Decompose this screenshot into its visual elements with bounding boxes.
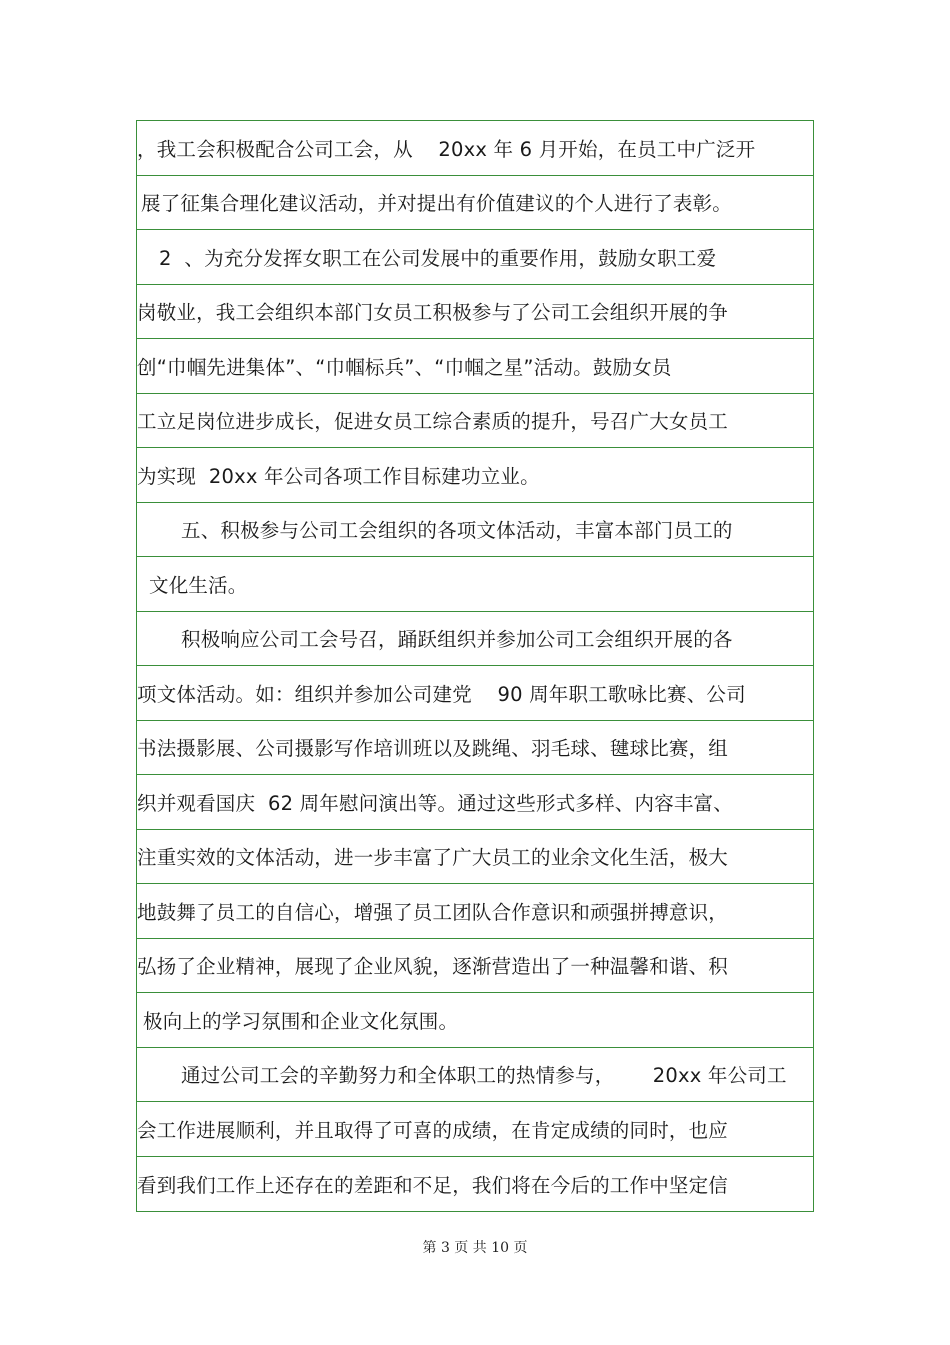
text-line: [137, 830, 813, 885]
text-line-content: 展了征集合理化建议活动，并对提出有价值建议的个人进行了表彰。: [141, 192, 733, 216]
text-line-content: 地鼓舞了员工的自信心，增强了员工团队合作意识和顽强拼搏意识，: [137, 900, 729, 924]
text-line-content: 创“巾帼先进集体”、“巾帼标兵”、“巾帼之星”活动。鼓励女员: [137, 355, 672, 379]
text-line-content: 书法摄影展、公司摄影写作培训班以及跳绳、羽毛球、毽球比赛，组: [137, 737, 729, 761]
text-line-content: 织并观看国庆 62 周年慰问演出等。通过这些形式多样、内容丰富、: [137, 791, 734, 815]
text-line: [137, 121, 813, 176]
text-line-content: 看到我们工作上还存在的差距和不足，我们将在今后的工作中坚定信: [137, 1173, 729, 1197]
text-line-content: 会工作进展顺利，并且取得了可喜的成绩，在肯定成绩的同时，也应: [137, 1118, 729, 1142]
text-line: [137, 993, 813, 1048]
page-number-footer: 第 3 页 共 10 页: [422, 1240, 528, 1256]
text-line: [137, 448, 813, 503]
text-line: [137, 775, 813, 830]
text-line-content: 五、积极参与公司工会组织的各项文体活动，丰富本部门员工的: [181, 519, 733, 543]
text-line-content: 为实现 20xx 年公司各项工作目标建功立业。: [137, 464, 540, 488]
text-line: [137, 939, 813, 994]
text-line-content: 积极响应公司工会号召，踊跃组织并参加公司工会组织开展的各: [181, 628, 733, 652]
text-line: [137, 230, 813, 285]
text-line-content: 弘扬了企业精神，展现了企业风貌，逐渐营造出了一种温馨和谐、积: [137, 955, 729, 979]
text-line: [137, 176, 813, 231]
text-line: [137, 884, 813, 939]
text-line-content: 2 、为充分发挥女职工在公司发展中的重要作用，鼓励女职工爱: [159, 246, 717, 270]
text-line: [137, 1048, 813, 1103]
text-line: [137, 557, 813, 612]
text-line-content: 岗敬业，我工会组织本部门女员工积极参与了公司工会组织开展的争: [137, 301, 729, 325]
text-line: [137, 339, 813, 394]
text-line-content: 工立足岗位进步成长，促进女员工综合素质的提升，号召广大女员工: [137, 410, 729, 434]
document-body: [136, 120, 814, 1212]
text-line-content: 文化生活。: [149, 573, 248, 597]
text-line-content: 注重实效的文体活动，进一步丰富了广大员工的业余文化生活，极大: [137, 846, 729, 870]
text-line-content: 通过公司工会的辛勤努力和全体职工的热情参与， 20xx 年公司工: [181, 1064, 787, 1088]
text-line: [137, 721, 813, 776]
text-line: [137, 1157, 813, 1212]
text-line: [137, 1102, 813, 1157]
text-line: [137, 666, 813, 721]
text-line: [137, 503, 813, 558]
text-line-content: 极向上的学习氛围和企业文化氛围。: [143, 1009, 459, 1033]
text-line: [137, 394, 813, 449]
text-line: [137, 612, 813, 667]
text-line-content: ，我工会积极配合公司工会，从 20xx 年 6 月开始，在员工中广泛开: [137, 137, 756, 161]
text-line: [137, 285, 813, 340]
text-line-content: 项文体活动。如：组织并参加公司建党 90 周年职工歌咏比赛、公司: [137, 682, 746, 706]
